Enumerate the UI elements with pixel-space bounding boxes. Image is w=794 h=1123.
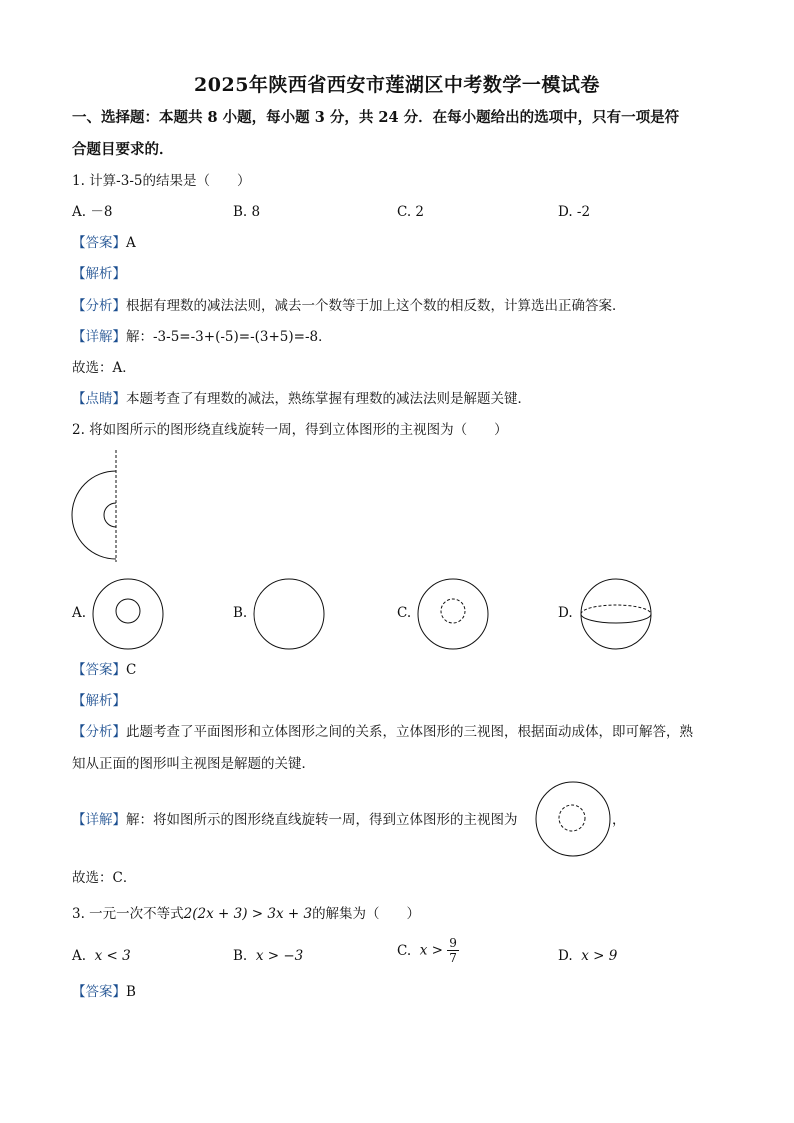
q3-stem-suffix: 的解集为（ ） <box>312 906 421 922</box>
q3-answer <box>72 982 136 1002</box>
q1-answer <box>72 233 136 253</box>
q2-option-c-label: C. <box>397 605 412 621</box>
q3-option-c-math: x > <box>419 942 443 959</box>
q3-option-c-fraction <box>447 936 459 965</box>
fenxi-tag: 【分析】 <box>72 724 126 740</box>
section-heading-line2: 合题目要求的． <box>72 141 174 158</box>
analysis-tag: 【解析】 <box>72 693 126 709</box>
q3-option-b <box>233 946 303 966</box>
q3-option-a-math: x < 3 <box>94 948 131 964</box>
page-title: 2025年陕西省西安市莲湖区中考数学一模试卷 <box>194 74 600 96</box>
q3-stem <box>72 904 420 924</box>
analysis-tag: 【解析】 <box>72 266 126 282</box>
q1-option-b: B. 8 <box>233 204 261 220</box>
q3-option-d <box>558 946 617 966</box>
q3-stem-prefix: 3. 一元一次不等式 <box>72 906 184 922</box>
q1-stem: 1. 计算-3-5的结果是（ ） <box>72 173 251 189</box>
q1-option-a: A. －8 <box>72 204 113 220</box>
q2-choose: 故选：C． <box>72 870 137 886</box>
inner-half-arc <box>104 503 116 527</box>
q3-option-b-math: x > −3 <box>255 948 304 964</box>
dianjing-tag: 【点睛】 <box>72 391 126 407</box>
q1-analysis-heading <box>72 264 126 284</box>
fraction-denominator: 7 <box>449 951 457 965</box>
q2-detail-text: 解：将如图所示的图形绕直线旋转一周，得到立体图形的主视图为 <box>126 812 518 828</box>
q1-answer-value: A <box>126 235 136 251</box>
q3-option-a-letter: A. <box>72 948 87 964</box>
q3-stem-math: 2(2x + 3) > 3x + 3 <box>183 906 313 922</box>
answer-tag: 【答案】 <box>72 984 126 1000</box>
q3-option-d-letter: D. <box>558 948 573 964</box>
q2-analysis-heading <box>72 691 126 711</box>
q3-option-b-letter: B. <box>233 948 248 964</box>
q2-option-a-figure <box>91 577 165 651</box>
answer-tag: 【答案】 <box>72 662 126 678</box>
q2-option-d-label: D. <box>558 605 573 621</box>
q2-fenxi-line2: 知从正面的图形叫主视图是解题的关键． <box>72 756 315 772</box>
q1-dianjing-text: 本题考查了有理数的减法，熟练掌握有理数的减法法则是解题关键． <box>126 391 531 407</box>
q1-option-d: D. -2 <box>558 204 591 220</box>
q2-option-b-figure <box>252 577 326 651</box>
q1-fenxi-text: 根据有理数的减法法则，减去一个数等于加上这个数的相反数，计算选出正确答案． <box>126 298 626 314</box>
q3-option-c-letter: C. <box>397 942 412 959</box>
q2-detail-figure <box>534 780 612 858</box>
detail-tag: 【详解】 <box>72 329 126 345</box>
q2-stem: 2. 将如图所示的图形绕直线旋转一周，得到立体图形的主视图为（ ） <box>72 422 508 438</box>
q2-option-d-figure <box>579 577 653 651</box>
q2-detail-end: ， <box>612 812 626 828</box>
sphere-front-equator <box>581 614 651 623</box>
q3-option-d-math: x > 9 <box>581 948 618 964</box>
q2-option-a-label: A. <box>72 605 87 621</box>
q2-option-c-figure <box>416 577 490 651</box>
sphere-back-equator <box>581 605 651 614</box>
section-heading-line1: 一、选择题：本题共 8 小题，每小题 3 分，共 24 分．在每小题给出的选项中，只有一项是符 <box>72 109 680 126</box>
fraction-numerator: 9 <box>449 936 457 950</box>
q2-figure <box>66 448 126 564</box>
fenxi-tag: 【分析】 <box>72 298 126 314</box>
outer-half-arc <box>72 471 116 559</box>
q1-detail-text: 解：-3-5=-3+(-5)=-(3+5)=-8． <box>126 329 332 345</box>
answer-tag: 【答案】 <box>72 235 126 251</box>
q1-choose: 故选：A． <box>72 360 136 376</box>
q1-fenxi <box>72 296 626 316</box>
q2-option-b-label: B. <box>233 605 248 621</box>
q3-option-a <box>72 946 131 966</box>
q2-detail <box>72 810 518 830</box>
q2-answer <box>72 660 136 680</box>
q2-fenxi-line1 <box>72 722 693 742</box>
q2-fenxi-text: 此题考查了平面图形和立体图形之间的关系，立体图形的三视图，根据面动成体，即可解答，熟 <box>126 724 693 740</box>
q3-answer-value: B <box>126 984 136 1000</box>
q1-detail <box>72 327 332 347</box>
q1-dianjing <box>72 389 531 409</box>
q1-option-c: C. 2 <box>397 204 425 220</box>
q2-answer-value: C <box>126 662 137 678</box>
detail-tag: 【详解】 <box>72 812 126 828</box>
q3-option-c <box>397 936 459 965</box>
